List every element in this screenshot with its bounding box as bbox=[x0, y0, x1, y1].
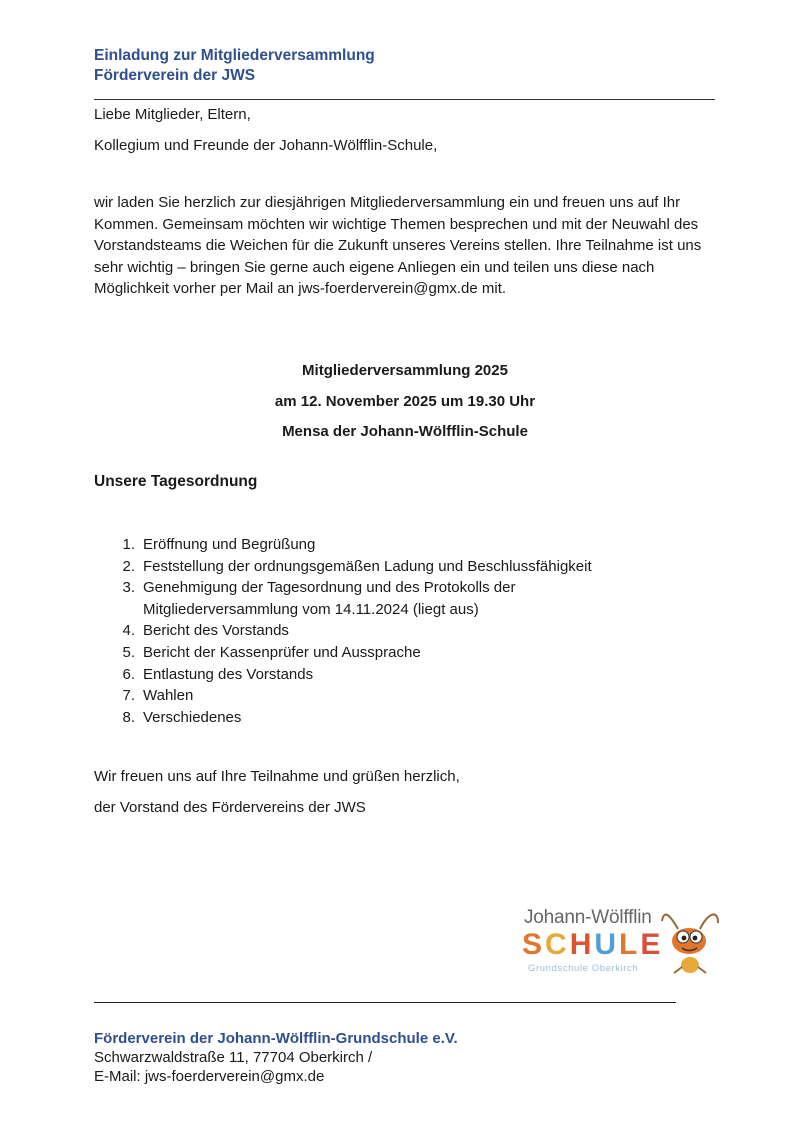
agenda-item bbox=[94, 707, 663, 729]
logo-letter: C bbox=[545, 928, 570, 961]
agenda-item-number: 6. bbox=[122, 665, 135, 683]
footer-organization: Förderverein der Johann-Wölfflin-Grundschule e.V. bbox=[94, 1030, 458, 1047]
agenda-item bbox=[94, 664, 663, 686]
salutation-line-2: Kollegium und Freunde der Johann-Wölfflin-Schule, bbox=[94, 137, 438, 154]
agenda-item-text: Bericht des Vorstands bbox=[143, 622, 289, 640]
agenda-item bbox=[94, 642, 663, 664]
closing-line-1: Wir freuen uns auf Ihre Teilnahme und grüßen herzlich, bbox=[94, 768, 460, 785]
agenda-heading: Unsere Tagesordnung bbox=[94, 473, 258, 490]
header-line-2: Förderverein der JWS bbox=[94, 67, 256, 84]
agenda-item-number: 4. bbox=[122, 622, 135, 640]
logo-letter: H bbox=[569, 928, 595, 961]
intro-paragraph: wir laden Sie herzlich zur diesjährigen Mitgliederversammlung ein und freuen uns auf Ihr Kommen. Gemeinsam möchten wir wichtige Themen besprechen und mit der Neuwahl des Vorstandsteams die Weichen für die Zukunft unseres Vereins stellen. Ihre Teilnahme ist uns sehr wichtig – bringen Sie gerne auch eigene Anliegen ein und teilen uns diese nach Möglichkeit vorher per Mail an jws-foerderverein@gmx.de mit. bbox=[94, 194, 702, 297]
agenda-item-number: 8. bbox=[122, 708, 135, 726]
logo-letter: U bbox=[594, 928, 620, 961]
logo-schule-word bbox=[522, 929, 663, 961]
agenda-item-number: 2. bbox=[122, 557, 135, 575]
agenda-item bbox=[94, 620, 663, 642]
logo-letter: S bbox=[522, 928, 546, 961]
header-divider bbox=[94, 99, 715, 100]
header-line-1: Einladung zur Mitgliederversammlung bbox=[94, 47, 375, 64]
agenda-item-number: 5. bbox=[122, 643, 135, 661]
agenda-item-text: Entlastung des Vorstands bbox=[143, 665, 314, 683]
closing-line-2: der Vorstand des Fördervereins der JWS bbox=[94, 799, 366, 816]
document-header bbox=[94, 46, 375, 86]
agenda-list bbox=[94, 534, 663, 728]
agenda-item-text: Eröffnung und Begrüßung bbox=[143, 536, 316, 553]
agenda-item-number: 3. bbox=[122, 579, 135, 597]
agenda-item-text: Genehmigung der Tagesordnung und des Protokolls der Mitgliederversammlung vom 14.11.2024 (liegt aus) bbox=[143, 579, 516, 618]
footer-divider bbox=[94, 1002, 676, 1003]
event-title: Mitgliederversammlung 2025 bbox=[302, 362, 508, 379]
agenda-item-text: Verschiedenes bbox=[143, 708, 242, 726]
footer-email: E-Mail: jws-foerderverein@gmx.de bbox=[94, 1068, 325, 1085]
salutation-line-1: Liebe Mitglieder, Eltern, bbox=[94, 106, 251, 123]
agenda-item-number: 7. bbox=[122, 687, 135, 705]
event-date: am 12. November 2025 um 19.30 Uhr bbox=[274, 393, 536, 410]
agenda-item-text: Bericht der Kassenprüfer und Aussprache bbox=[143, 643, 421, 661]
event-place: Mensa der Johann-Wölfflin-Schule bbox=[282, 423, 528, 440]
agenda-item-number: 1. bbox=[122, 536, 135, 553]
logo-letter: L bbox=[619, 928, 641, 961]
agenda-item bbox=[94, 556, 663, 578]
school-logo bbox=[520, 905, 730, 980]
logo-school-name: Johann-Wölfflin bbox=[524, 907, 652, 928]
logo-subtitle: Grundschule Oberkirch bbox=[528, 963, 639, 974]
footer-address: Schwarzwaldstraße 11, 77704 Oberkirch / bbox=[94, 1049, 373, 1066]
agenda-item bbox=[94, 577, 663, 620]
agenda-item-text: Feststellung der ordnungsgemäßen Ladung und Beschlussfähigkeit bbox=[143, 557, 592, 575]
agenda-item-text: Wahlen bbox=[143, 687, 194, 705]
ant-mascot-icon bbox=[660, 907, 722, 977]
logo-letter: E bbox=[640, 928, 664, 961]
agenda-item bbox=[94, 685, 663, 707]
agenda-item bbox=[94, 534, 663, 556]
